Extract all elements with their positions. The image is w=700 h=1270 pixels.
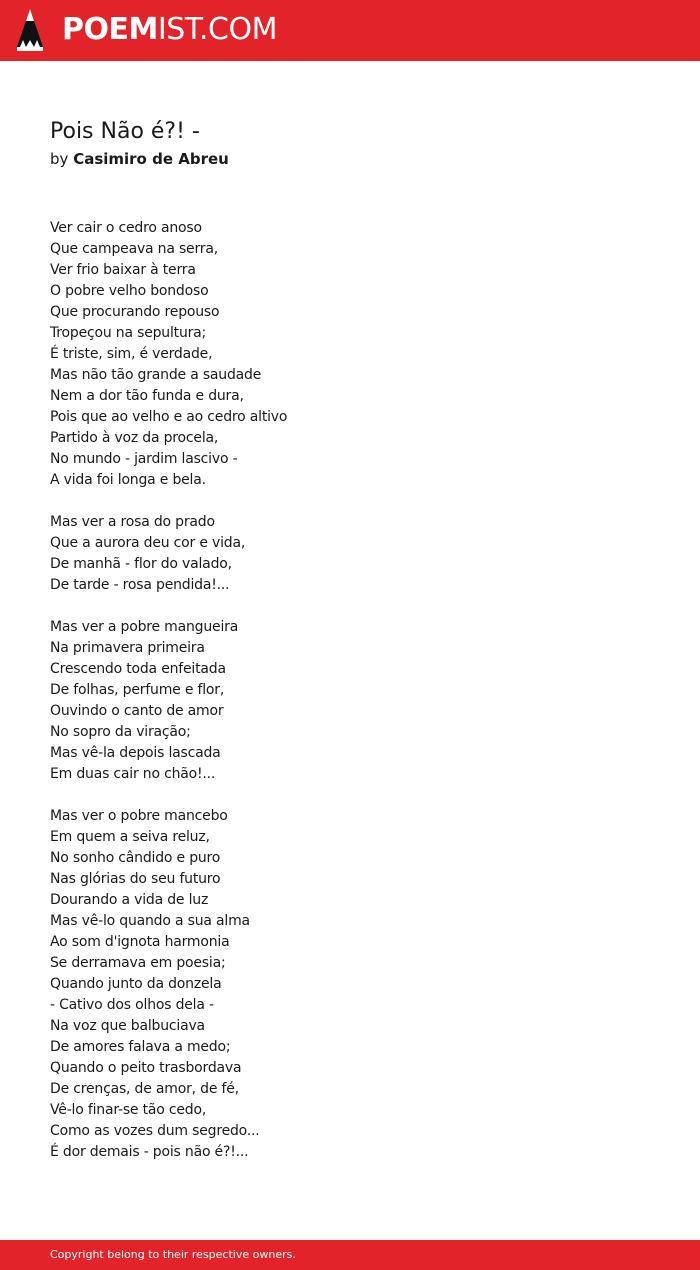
poem-line: Dourando a vida de luz	[50, 892, 209, 908]
poem-line: Se derramava em poesia;	[50, 955, 226, 971]
poem-line: Que procurando repouso	[50, 304, 220, 320]
poem-line: Na voz que balbuciava	[50, 1018, 205, 1034]
poem-line: Mas vê-la depois lascada	[50, 745, 221, 761]
poem-line: Em quem a seiva reluz,	[50, 829, 210, 845]
poem-line: Em duas cair no chão!...	[50, 766, 216, 782]
poem-line: Ver frio baixar à terra	[50, 262, 196, 278]
poem-line: Pois que ao velho e ao cedro altivo	[50, 409, 288, 425]
poem-line: Mas não tão grande a saudade	[50, 367, 262, 383]
poem-line: No sonho cândido e puro	[50, 850, 221, 866]
poem-line: Nas glórias do seu futuro	[50, 871, 221, 887]
poem-line: Vê-lo finar-se tão cedo,	[50, 1102, 207, 1118]
author-name: Casimiro de Abreu	[73, 150, 229, 168]
poem-line: Partido à voz da procela,	[50, 430, 219, 446]
site-footer	[0, 1240, 700, 1270]
poem-line: Mas ver o pobre mancebo	[50, 808, 228, 824]
poem-line: Nem a dor tão funda e dura,	[50, 388, 244, 404]
poem-line: Ao som d'ignota harmonia	[50, 934, 230, 950]
poem-line: Tropeçou na sepultura;	[50, 325, 207, 341]
by-label: by	[50, 150, 69, 168]
poem-line: É dor demais - pois não é?!...	[50, 1144, 249, 1160]
poem-line: Na primavera primeira	[50, 640, 205, 656]
poem-line: De crenças, de amor, de fé,	[50, 1081, 239, 1097]
poem-line: No mundo - jardim lascivo -	[50, 451, 238, 467]
poem-line: Mas vê-lo quando a sua alma	[50, 913, 250, 929]
poem-line: De manhã - flor do valado,	[50, 556, 232, 572]
poem-line: É triste, sim, é verdade,	[50, 346, 213, 362]
poem-line: Ver cair o cedro anoso	[50, 220, 202, 236]
poem-title: Pois Não é?! -	[50, 119, 200, 144]
stanza	[50, 806, 650, 1163]
poem-line: De amores falava a medo;	[50, 1039, 231, 1055]
poem-line: Crescendo toda enfeitada	[50, 661, 226, 677]
site-header	[0, 0, 700, 61]
logo-bold-text: POEM	[62, 12, 158, 47]
logo-light-text: IST.COM	[157, 12, 277, 47]
poem-body	[50, 218, 650, 1184]
site-logo[interactable]	[62, 12, 277, 48]
poem-line: Mas ver a pobre mangueira	[50, 619, 239, 635]
copyright-text: Copyright belong to their respective owners.	[50, 1248, 296, 1261]
poem-line: Que campeava na serra,	[50, 241, 218, 257]
poem-line: A vida foi longa e bela.	[50, 472, 206, 488]
poem-line: De folhas, perfume e flor,	[50, 682, 225, 698]
byline	[50, 148, 229, 170]
poem-line: De tarde - rosa pendida!...	[50, 577, 230, 593]
poem-line: Que a aurora deu cor e vida,	[50, 535, 246, 551]
poem-line: Mas ver a rosa do prado	[50, 514, 215, 530]
stanza	[50, 218, 650, 491]
stanza	[50, 512, 650, 596]
poem-line: Quando o peito trasbordava	[50, 1060, 242, 1076]
poem-line: O pobre velho bondoso	[50, 283, 209, 299]
poem-line: No sopro da viração;	[50, 724, 191, 740]
poem-line: Quando junto da donzela	[50, 976, 222, 992]
stanza	[50, 617, 650, 785]
poem-line: Ouvindo o canto de amor	[50, 703, 224, 719]
poem-line: Como as vozes dum segredo...	[50, 1123, 260, 1139]
pencil-icon[interactable]	[17, 9, 43, 51]
poem-line: - Cativo dos olhos dela -	[50, 997, 214, 1013]
